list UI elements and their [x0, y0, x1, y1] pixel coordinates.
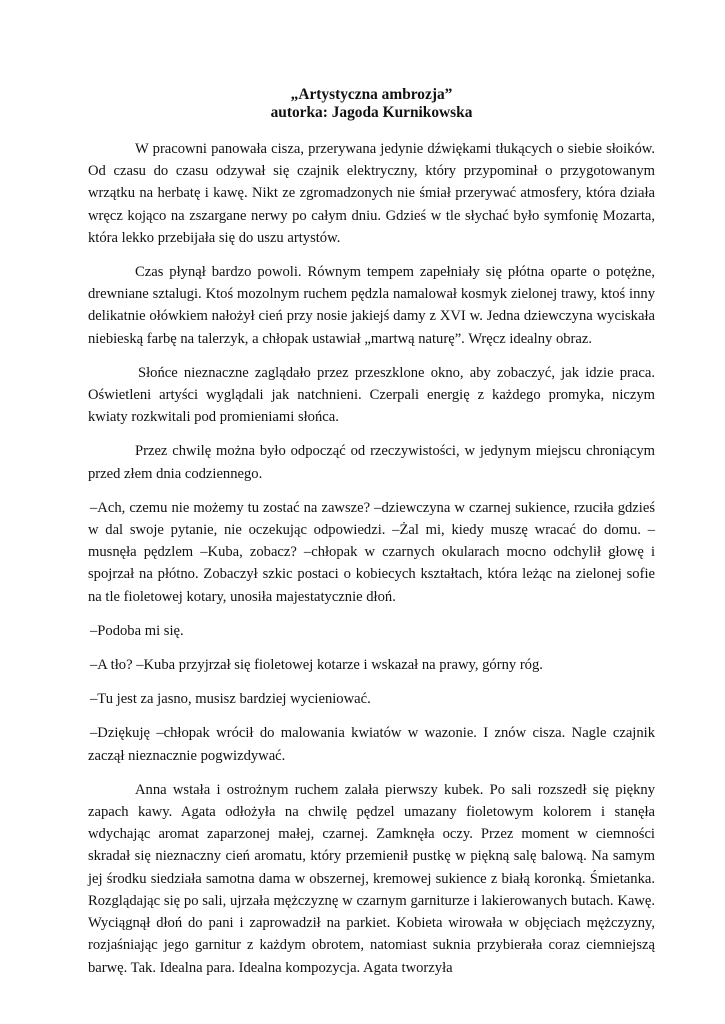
paragraph-8: –Tu jest za jasno, musisz bardziej wycieniować. — [90, 691, 371, 708]
document-title: „Artystyczna ambrozja” — [290, 86, 453, 103]
paragraph-6: –Podoba mi się. — [90, 622, 184, 639]
paragraph-9: –Dziękuję –chłopak wrócił do malowania kwiatów w wazonie. I znów cisza. Nagle czajnik zaczął nieznacznie pogwizdywać. — [88, 725, 655, 764]
paragraph-2: Czas płynął bardzo powoli. Równym tempem zapełniały się płótna oparte o potężne, drewniane sztalugi. Ktoś mozolnym ruchem pędzla namalował kosmyk zielonej trawy, ktoś inny delikatnie ołówkiem nałożył cień przy nosie jakiejś damy z XVI w. Jedna dziewczyna wyciskała niebieską farbę na talerzyk, a chłopak ustawiał „martwą naturę”. Wręcz idealny obraz. — [88, 264, 655, 347]
paragraph-3: Słońce nieznaczne zaglądało przez przeszklone okno, aby zobaczyć, jak idzie praca. Oświetleni artyści wyglądali jak natchnieni. Czerpali energię z każdego promyka, niczym kwiaty rozkwitali pod promieniami słońca. — [88, 364, 655, 426]
author-line: autorka: Jagoda Kurnikowska — [270, 104, 473, 121]
paragraph-4: Przez chwilę można było odpocząć od rzeczywistości, w jedynym miejscu chroniącym przed złem dnia codziennego. — [88, 443, 655, 482]
title-block — [88, 86, 655, 122]
paragraph-1: W pracowni panowała cisza, przerywana jedynie dźwiękami tłukących o siebie słoików. Od czasu do czasu odzywał się czajnik elektryczny, który przypominał o przygotowanym wrzątku na herbatę i kawę. Nikt ze zgromadzonych nie śmiał przerywać atmosfery, która działa wręcz kojąco na zszargane nerwy po całym dniu. Gdzieś w tle słychać było symfonię Mozarta, która lekko przebijała się do uszu artystów. — [88, 141, 655, 246]
document-body — [88, 138, 655, 979]
paragraph-10: Anna wstała i ostrożnym ruchem zalała pierwszy kubek. Po sali rozszedł się piękny zapach kawy. Agata odłożyła na chwilę pędzel umazany fioletowym kolorem i stanęła wdychając aromat zaparzonej małej, czarnej. Zamknęła oczy. Przez moment w ciemności skradał się nieznaczny cień aromatu, który przemienił pustkę w piękną salę balową. Na samym jej środku siedziała samotna dama w obszernej, kremowej sukience z białą koronką. Śmietanka. Rozglądając się po sali, ujrzała mężczyznę w czarnym garniturze i lakierowanych butach. Kawę. Wyciągnął dłoń do pani i zaprowadził na parkiet. Kobieta wirowała w objęciach mężczyzny, rozjaśniając jego garnitur z każdym obrotem, natomiast suknia przybierała coraz ciemniejszą barwę. Tak. Idealna para. Idealna kompozycja. Agata tworzyła — [88, 781, 655, 976]
paragraph-7: –A tło? –Kuba przyjrzał się fioletowej kotarze i wskazał na prawy, górny róg. — [90, 657, 543, 674]
paragraph-5: –Ach, czemu nie możemy tu zostać na zawsze? –dziewczyna w czarnej sukience, rzuciła gdzieś w dal swoje pytanie, nie oczekując odpowiedzi. –Żal mi, kiedy muszę wracać do domu. –musnęła pędzlem –Kuba, zobacz? –chłopak w czarnych okularach mocno odchylił głowę i spojrzał na płótno. Zobaczył szkic postaci o kobiecych kształtach, która leżąc na zielonej sofie na tle fioletowej kotary, unosiła majestatycznie dłoń. — [88, 499, 655, 605]
